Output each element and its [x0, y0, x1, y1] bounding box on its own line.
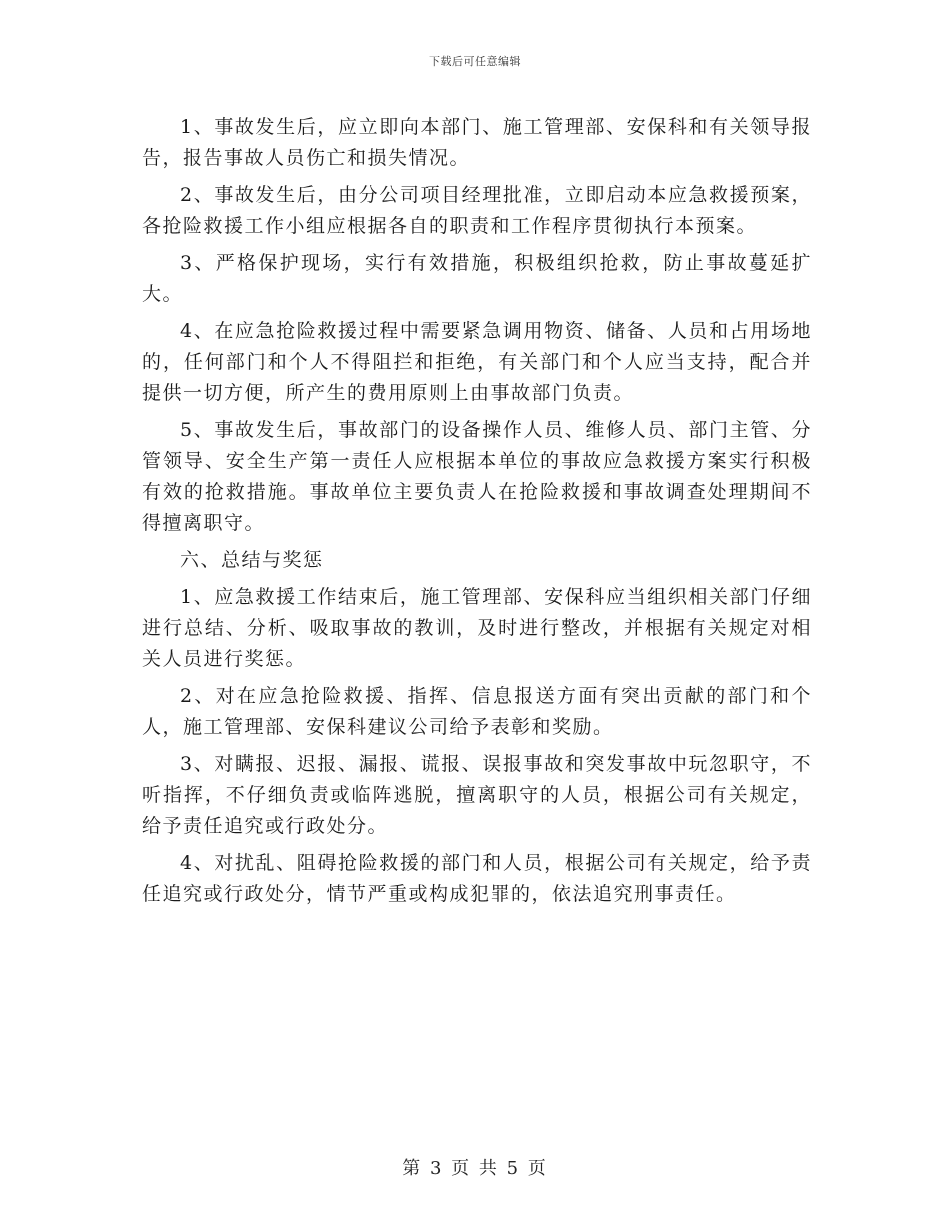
document-body — [142, 112, 812, 916]
page-number: 第 3 页 共 5 页 — [402, 1158, 548, 1179]
paragraph-a-2: 2、事故发生后，由分公司项目经理批准，立即启动本应急救援预案，各抢险救援工作小组应根据各自的职责和工作程序贯彻执行本预案。 — [142, 184, 812, 237]
paragraph-b-3: 3、对瞒报、迟报、漏报、谎报、误报事故和突发事故中玩忽职守，不听指挥，不仔细负责或临阵逃脱，擅离职守的人员，根据公司有关规定，给予责任追究或行政处分。 — [142, 753, 812, 837]
header-note: 下载后可任意编辑 — [429, 55, 521, 68]
paragraph-b-4: 4、对扰乱、阻碍抢险救援的部门和人员，根据公司有关规定，给予责任追究或行政处分，情节严重或构成犯罪的，依法追究刑事责任。 — [142, 852, 812, 905]
paragraph-a-3: 3、严格保护现场，实行有效措施，积极组织抢救，防止事故蔓延扩大。 — [142, 252, 812, 305]
paragraph-b-1: 1、应急救援工作结束后，施工管理部、安保科应当组织相关部门仔细进行总结、分析、吸取事故的教训，及时进行整改，并根据有关规定对相关人员进行奖惩。 — [142, 586, 812, 670]
paragraph-a-4: 4、在应急抢险救援过程中需要紧急调用物资、储备、人员和占用场地的，任何部门和个人不得阻拦和拒绝，有关部门和个人应当支持，配合并提供一切方便，所产生的费用原则上由事故部门负责。 — [142, 320, 812, 404]
paragraph-b-2: 2、对在应急抢险救援、指挥、信息报送方面有突出贡献的部门和个人，施工管理部、安保科建议公司给予表彰和奖励。 — [142, 685, 812, 738]
paragraph-a-5: 5、事故发生后，事故部门的设备操作人员、维修人员、部门主管、分管领导、安全生产第一责任人应根据本单位的事故应急救援方案实行积极有效的抢救措施。事故单位主要负责人在抢险救援和事故调查处理期间不得擅离职守。 — [142, 419, 812, 534]
section-heading: 六、总结与奖惩 — [180, 549, 324, 571]
paragraph-a-1: 1、事故发生后，应立即向本部门、施工管理部、安保科和有关领导报告，报告事故人员伤亡和损失情况。 — [142, 116, 812, 169]
